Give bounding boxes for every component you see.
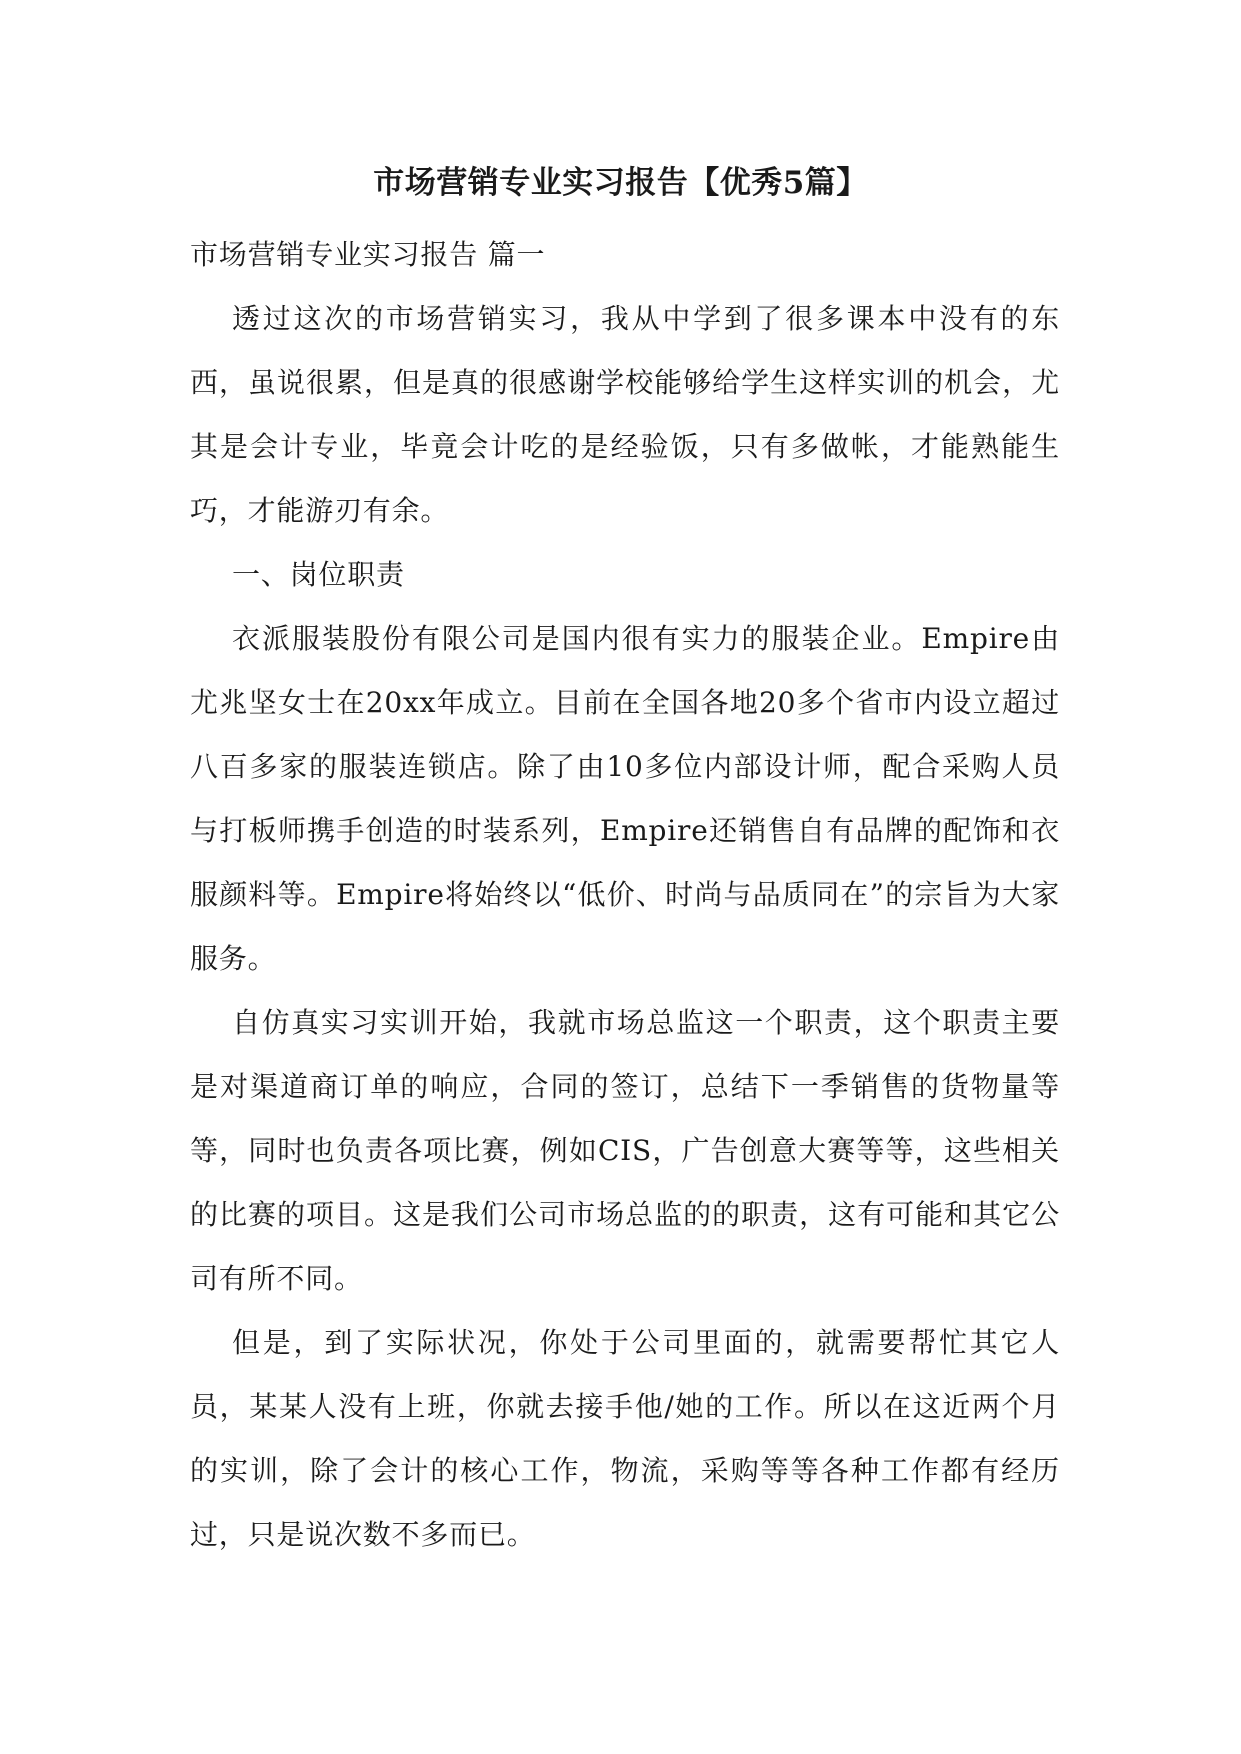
document-title: 市场营销专业实习报告【优秀5篇】 — [373, 165, 868, 201]
paragraph-company: 衣派服装股份有限公司是国内很有实力的服装企业。Empire由尤兆坚女士在20xx年成立。目前在全国各地20多个省市内设立超过八百多家的服装连锁店。除了由10多位内部设计师，配合采购人员与打板师携手创造的时装系列，Empire还销售自有品牌的配饰和衣服颜料等。Empire将始终以“低价、时尚与品质同在”的宗旨为大家服务。 — [190, 622, 1060, 975]
paragraph-practice: 但是，到了实际状况，你处于公司里面的，就需要帮忙其它人员，某某人没有上班，你就去接手他/她的工作。所以在这近两个月的实训，除了会计的核心工作，物流，采购等等各种工作都有经历过，只是说次数不多而已。 — [190, 1326, 1060, 1551]
document-body — [190, 223, 1060, 1567]
paragraph-role: 自仿真实习实训开始，我就市场总监这一个职责，这个职责主要是对渠道商订单的响应，合同的签订，总结下一季销售的货物量等等，同时也负责各项比赛，例如CIS，广告创意大赛等等，这些相关的比赛的项目。这是我们公司市场总监的的职责，这有可能和其它公司有所不同。 — [190, 1006, 1060, 1295]
paragraph-intro: 透过这次的市场营销实习，我从中学到了很多课本中没有的东西，虽说很累，但是真的很感谢学校能够给学生这样实训的机会，尤其是会计专业，毕竟会计吃的是经验饭，只有多做帐，才能熟能生巧，才能游刃有余。 — [190, 302, 1060, 527]
section-heading-duties: 一、岗位职责 — [232, 558, 405, 591]
section-subtitle: 市场营销专业实习报告 篇一 — [190, 238, 546, 271]
